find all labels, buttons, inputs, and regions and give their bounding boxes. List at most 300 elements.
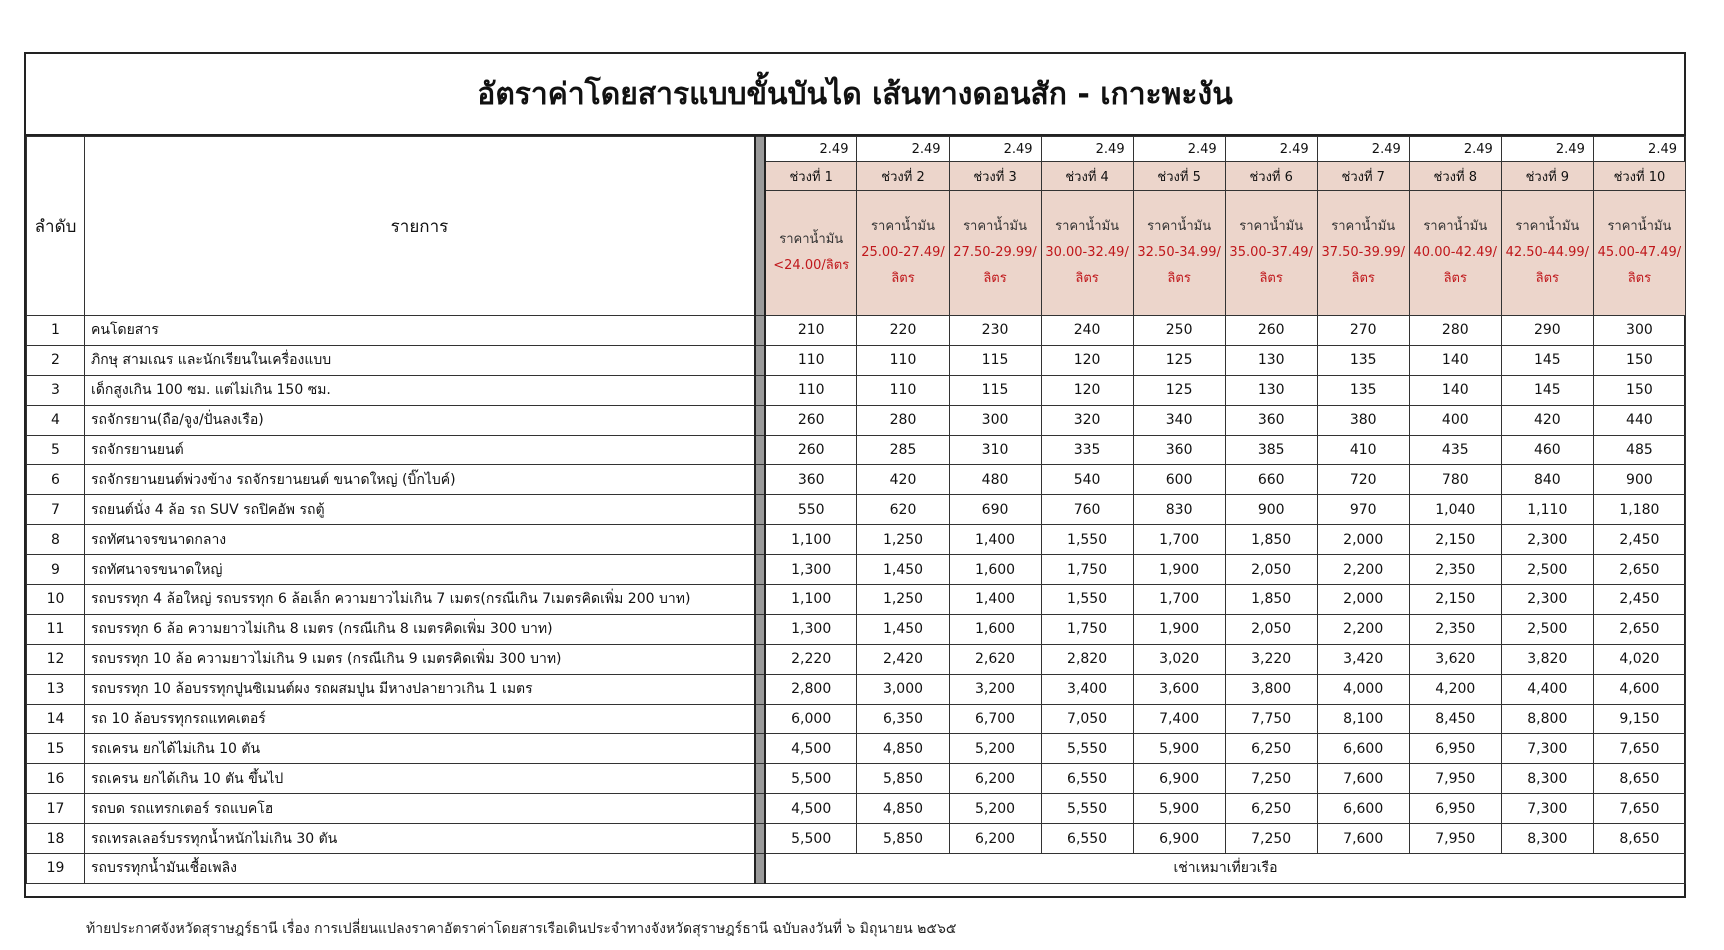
row-number: 16 [27,764,85,794]
column-divider [755,764,765,794]
fare-value: 300 [949,405,1041,435]
rate-value: 2.49 [765,137,857,162]
fuel-price-unit: ลิตร [1627,271,1652,286]
fare-value: 4,000 [1317,674,1409,704]
row-number: 8 [27,525,85,555]
fare-value: 6,950 [1409,734,1501,764]
fare-value: 400 [1409,405,1501,435]
fuel-price-value: 30.00-32.49/ [1045,245,1129,260]
fare-value: 420 [1501,405,1593,435]
fuel-price-value: 25.00-27.49/ [861,245,945,260]
fuel-price-label: ราคาน้ำมัน [1331,219,1396,234]
fare-value: 4,600 [1593,674,1685,704]
fare-value: 900 [1225,495,1317,525]
fuel-price-value: 32.50-34.99/ [1137,245,1221,260]
fare-value: 840 [1501,465,1593,495]
fare-value: 7,950 [1409,824,1501,854]
fare-value: 130 [1225,345,1317,375]
table-row [27,435,1686,465]
fare-value: 7,650 [1593,794,1685,824]
rate-value: 2.49 [1409,137,1501,162]
row-number: 13 [27,674,85,704]
fare-value: 285 [857,435,949,465]
range-name: ช่วงที่ 10 [1593,162,1685,191]
fuel-price-value: 27.50-29.99/ [953,245,1037,260]
header-no: ลำดับ [27,137,85,316]
table-row [27,734,1686,764]
fuel-price-range [949,191,1041,316]
column-divider [755,674,765,704]
fare-value: 830 [1133,495,1225,525]
fare-value: 4,850 [857,734,949,764]
fare-value: 7,400 [1133,704,1225,734]
range-name: ช่วงที่ 2 [857,162,949,191]
fare-value: 7,300 [1501,794,1593,824]
fare-value: 420 [857,465,949,495]
row-item: คนโดยสาร [85,316,755,346]
fare-value: 2,820 [1041,644,1133,674]
fare-value: 1,180 [1593,495,1685,525]
range-name: ช่วงที่ 1 [765,162,857,191]
row-item: รถบรรทุก 10 ล้อ ความยาวไม่เกิน 9 เมตร (กรณีเกิน 9 เมตรคิดเพิ่ม 300 บาท) [85,644,755,674]
fuel-price-unit: ลิตร [891,271,915,286]
fare-value: 4,500 [765,794,857,824]
fare-value: 1,400 [949,585,1041,615]
table-row [27,465,1686,495]
fuel-price-value: 35.00-37.49/ [1229,245,1313,260]
fare-value: 2,350 [1409,555,1501,585]
fuel-price-range [1409,191,1501,316]
fare-value: 1,550 [1041,585,1133,615]
row-item: เด็กสูงเกิน 100 ซม. แต่ไม่เกิน 150 ซม. [85,375,755,405]
fare-value: 3,800 [1225,674,1317,704]
fare-value: 1,250 [857,585,949,615]
table-row [27,614,1686,644]
fare-value: 3,420 [1317,644,1409,674]
rate-value: 2.49 [949,137,1041,162]
fare-value: 280 [857,405,949,435]
fare-value: 1,300 [765,614,857,644]
fare-value: 260 [1225,316,1317,346]
rate-value: 2.49 [1501,137,1593,162]
fuel-price-unit: ลิตร [1443,271,1467,286]
fare-value: 135 [1317,345,1409,375]
fare-value: 290 [1501,316,1593,346]
row-item: รถเครน ยกได้เกิน 10 ตัน ขึ้นไป [85,764,755,794]
fare-value: 5,550 [1041,794,1133,824]
fuel-price-value: 37.50-39.99/ [1321,245,1405,260]
fare-value: 340 [1133,405,1225,435]
fare-value: 125 [1133,375,1225,405]
fare-value: 6,700 [949,704,1041,734]
fare-value: 6,550 [1041,764,1133,794]
row-number: 4 [27,405,85,435]
rate-value: 2.49 [1133,137,1225,162]
rate-value: 2.49 [1225,137,1317,162]
range-name: ช่วงที่ 3 [949,162,1041,191]
column-divider [755,345,765,375]
fare-value: 5,500 [765,824,857,854]
row-item: รถจักรยานยนต์ [85,435,755,465]
fare-value: 3,020 [1133,644,1225,674]
fuel-price-value: 42.50-44.99/ [1505,245,1590,260]
fare-value: 5,900 [1133,734,1225,764]
fare-value: 1,400 [949,525,1041,555]
fare-value: 250 [1133,316,1225,346]
fare-value: 110 [765,375,857,405]
fare-value: 2,650 [1593,555,1685,585]
fare-value: 460 [1501,435,1593,465]
row-item: รถเทรลเลอร์บรรทุกน้ำหนักไม่เกิน 30 ตัน [85,824,755,854]
fare-value: 280 [1409,316,1501,346]
column-divider [755,435,765,465]
fuel-price-unit: ลิตร [1259,271,1283,286]
fuel-price-label: ราคาน้ำมัน [871,219,935,234]
fuel-price-label: ราคาน้ำมัน [1607,219,1672,234]
fare-value: 2,150 [1409,525,1501,555]
fare-value: 900 [1593,465,1685,495]
fare-value: 485 [1593,435,1685,465]
fare-value: 435 [1409,435,1501,465]
fare-value: 620 [857,495,949,525]
fare-value: 115 [949,345,1041,375]
fuel-price-label: ราคาน้ำมัน [1055,219,1120,234]
fare-value: 240 [1041,316,1133,346]
fuel-price-range [1041,191,1133,316]
row-item: รถ 10 ล้อบรรทุกรถแทคเตอร์ [85,704,755,734]
fare-value: 7,250 [1225,764,1317,794]
fuel-price-label: ราคาน้ำมัน [1515,219,1580,234]
fare-value: 360 [765,465,857,495]
fuel-price-range [1225,191,1317,316]
fare-value: 4,400 [1501,674,1593,704]
fare-value: 6,600 [1317,794,1409,824]
fare-value: 1,900 [1133,555,1225,585]
fare-value: 7,250 [1225,824,1317,854]
column-divider [755,644,765,674]
fare-value: 6,250 [1225,794,1317,824]
fuel-price-range [765,191,857,316]
fare-value: 2,800 [765,674,857,704]
fare-value: 540 [1041,465,1133,495]
row-item: รถเครน ยกได้ไม่เกิน 10 ตัน [85,734,755,764]
fare-value: 5,850 [857,824,949,854]
fare-value: 2,000 [1317,585,1409,615]
fare-value: 2,350 [1409,614,1501,644]
column-divider [755,555,765,585]
fare-value: 320 [1041,405,1133,435]
fare-value: 2,300 [1501,585,1593,615]
fare-value: 260 [765,435,857,465]
fare-value: 260 [765,405,857,435]
fare-value: 2,220 [765,644,857,674]
fare-value: 5,900 [1133,794,1225,824]
column-divider [755,704,765,734]
fare-value: 1,750 [1041,614,1133,644]
rate-value: 2.49 [857,137,949,162]
fare-value: 5,850 [857,764,949,794]
fare-value: 150 [1593,345,1685,375]
fuel-price-unit: ลิตร [1351,271,1375,286]
fare-value: 335 [1041,435,1133,465]
fare-value: 385 [1225,435,1317,465]
fuel-price-unit: ลิตร [1535,271,1560,286]
row-item: รถบรรทุก 10 ล้อบรรทุกปูนซิเมนต์ผง รถผสมปูน มีหางปลายาวเกิน 1 เมตร [85,674,755,704]
fare-value: 2,420 [857,644,949,674]
column-divider [755,585,765,615]
fare-value: 440 [1593,405,1685,435]
fare-value: 690 [949,495,1041,525]
table-row [27,854,1686,884]
row-item: รถบรรทุก 6 ล้อ ความยาวไม่เกิน 8 เมตร (กรณีเกิน 8 เมตรคิดเพิ่ม 300 บาท) [85,614,755,644]
row-number: 2 [27,345,85,375]
row-item: รถจักรยานยนต์พ่วงข้าง รถจักรยานยนต์ ขนาดใหญ่ (บิ๊กไบค์) [85,465,755,495]
row-item: รถทัศนาจรขนาดกลาง [85,525,755,555]
fare-value: 1,600 [949,555,1041,585]
table-row [27,375,1686,405]
fare-sheet [24,52,1686,898]
fare-value: 6,250 [1225,734,1317,764]
row-number: 14 [27,704,85,734]
fuel-price-range [1501,191,1593,316]
range-name: ช่วงที่ 8 [1409,162,1501,191]
fuel-price-label: ราคาน้ำมัน [779,232,844,247]
table-row [27,495,1686,525]
table-row [27,585,1686,615]
fare-value: 135 [1317,375,1409,405]
fare-value: 145 [1501,345,1593,375]
fare-value: 110 [857,375,949,405]
rate-value: 2.49 [1041,137,1133,162]
row-item: รถทัศนาจรขนาดใหญ่ [85,555,755,585]
range-name: ช่วงที่ 5 [1133,162,1225,191]
fare-value: 3,820 [1501,644,1593,674]
fare-value: 1,600 [949,614,1041,644]
fare-value: 120 [1041,375,1133,405]
fare-value: 6,900 [1133,764,1225,794]
fare-value: 8,650 [1593,824,1685,854]
table-row [27,316,1686,346]
fare-value: 7,750 [1225,704,1317,734]
fare-value: 2,050 [1225,614,1317,644]
row-number: 18 [27,824,85,854]
fuel-price-unit: ลิตร [1075,271,1099,286]
fare-value: 8,300 [1501,764,1593,794]
column-divider [755,614,765,644]
fare-value: 4,850 [857,794,949,824]
table-row [27,794,1686,824]
fuel-price-range [1133,191,1225,316]
row-item: รถบด รถแทรกเตอร์ รถแบคโฮ [85,794,755,824]
fuel-price-label: ราคาน้ำมัน [963,219,1027,234]
fare-value: 720 [1317,465,1409,495]
fare-value: 3,000 [857,674,949,704]
fare-value: 2,620 [949,644,1041,674]
fare-value: 2,200 [1317,614,1409,644]
fare-value: 1,850 [1225,585,1317,615]
fare-value: 140 [1409,345,1501,375]
fuel-price-label: ราคาน้ำมัน [1239,219,1304,234]
fare-value: 970 [1317,495,1409,525]
rate-value: 2.49 [1593,137,1685,162]
row-number: 6 [27,465,85,495]
row-number: 11 [27,614,85,644]
row-item: รถบรรทุกน้ำมันเชื้อเพลิง [85,854,755,884]
fare-value: 4,500 [765,734,857,764]
column-divider [755,465,765,495]
fare-value: 8,450 [1409,704,1501,734]
fare-value: 110 [857,345,949,375]
fare-value: 6,950 [1409,794,1501,824]
fare-value: 3,600 [1133,674,1225,704]
fare-value: 1,700 [1133,585,1225,615]
fare-value: 780 [1409,465,1501,495]
fare-value: 760 [1041,495,1133,525]
fare-value: 7,600 [1317,764,1409,794]
fare-value: 1,750 [1041,555,1133,585]
fare-value: 6,550 [1041,824,1133,854]
range-name: ช่วงที่ 9 [1501,162,1593,191]
row-number: 3 [27,375,85,405]
table-row [27,555,1686,585]
fare-value: 2,000 [1317,525,1409,555]
rate-value: 2.49 [1317,137,1409,162]
column-divider [755,495,765,525]
fare-value: 4,200 [1409,674,1501,704]
fare-value: 2,450 [1593,525,1685,555]
fare-value: 110 [765,345,857,375]
row-number: 12 [27,644,85,674]
page-title: อัตราค่าโดยสารแบบขั้นบันได เส้นทางดอนสัก - เกาะพะงัน [26,54,1684,136]
fare-value: 1,250 [857,525,949,555]
fare-value: 310 [949,435,1041,465]
fare-value: 1,110 [1501,495,1593,525]
fare-value: 6,600 [1317,734,1409,764]
column-divider [755,316,765,346]
fare-value: 6,000 [765,704,857,734]
row-number: 19 [27,854,85,884]
fare-value: 6,200 [949,824,1041,854]
table-row [27,674,1686,704]
fare-value: 9,150 [1593,704,1685,734]
fare-value: 6,200 [949,764,1041,794]
fare-value: 2,200 [1317,555,1409,585]
fare-value: 1,850 [1225,525,1317,555]
fare-value: 270 [1317,316,1409,346]
fare-value: 7,300 [1501,734,1593,764]
fuel-price-label: ราคาน้ำมัน [1423,219,1488,234]
row-number: 5 [27,435,85,465]
fare-value: 3,620 [1409,644,1501,674]
row-item: รถจักรยาน(ถือ/จูง/ปั่นลงเรือ) [85,405,755,435]
fare-value: 550 [765,495,857,525]
row-number: 15 [27,734,85,764]
table-row [27,824,1686,854]
fuel-price-value: 40.00-42.49/ [1413,245,1498,260]
table-row [27,704,1686,734]
row-number: 17 [27,794,85,824]
table-row [27,405,1686,435]
fare-value: 230 [949,316,1041,346]
fare-value: 8,800 [1501,704,1593,734]
fuel-price-value: 45.00-47.49/ [1597,245,1682,260]
fare-value: 5,550 [1041,734,1133,764]
fare-value: 2,650 [1593,614,1685,644]
fare-value: 140 [1409,375,1501,405]
column-divider [755,794,765,824]
fare-value: 2,500 [1501,555,1593,585]
fare-value: 8,300 [1501,824,1593,854]
fare-value: 2,300 [1501,525,1593,555]
fare-value: 1,040 [1409,495,1501,525]
fare-value: 6,350 [857,704,949,734]
row-number: 10 [27,585,85,615]
fare-value: 300 [1593,316,1685,346]
range-name: ช่วงที่ 6 [1225,162,1317,191]
fare-value: 5,200 [949,734,1041,764]
fare-value: 125 [1133,345,1225,375]
fare-value: 4,020 [1593,644,1685,674]
row-item: ภิกษุ สามเณร และนักเรียนในเครื่องแบบ [85,345,755,375]
column-divider [755,137,765,316]
table-row [27,525,1686,555]
footer-note: ท้ายประกาศจังหวัดสุราษฎร์ธานี เรื่อง การเปลี่ยนแปลงราคาอัตราค่าโดยสารเรือเดินประจำทางจังหวัดสุราษฎร์ธานี ฉบับลงวันที่ ๖ มิถุนายน ๒๕๖๕ [86,921,957,937]
fare-table [26,136,1686,884]
row-number: 1 [27,316,85,346]
column-divider [755,405,765,435]
fare-value: 210 [765,316,857,346]
fare-value: 360 [1133,435,1225,465]
row-number: 9 [27,555,85,585]
fare-value: 130 [1225,375,1317,405]
fare-value: 220 [857,316,949,346]
fare-value: 480 [949,465,1041,495]
column-divider [755,824,765,854]
row-item: รถบรรทุก 4 ล้อใหญ่ รถบรรทุก 6 ล้อเล็ก ความยาวไม่เกิน 7 เมตร(กรณีเกิน 7เมตรคิดเพิ่ม 200 บาท) [85,585,755,615]
fare-value: 8,650 [1593,764,1685,794]
fare-value: 1,450 [857,555,949,585]
fare-value: 360 [1225,405,1317,435]
header-item: รายการ [85,137,755,316]
fare-value: 1,900 [1133,614,1225,644]
fare-value: 3,200 [949,674,1041,704]
fare-value: 115 [949,375,1041,405]
fare-value: 8,100 [1317,704,1409,734]
row-number: 7 [27,495,85,525]
fare-value: 6,900 [1133,824,1225,854]
fare-value: 7,050 [1041,704,1133,734]
fare-value: 2,050 [1225,555,1317,585]
fare-value: 660 [1225,465,1317,495]
fare-value: 1,550 [1041,525,1133,555]
fare-value: 1,100 [765,525,857,555]
column-divider [755,854,765,884]
fare-value: 1,700 [1133,525,1225,555]
fuel-price-range [1593,191,1685,316]
fare-value: 7,600 [1317,824,1409,854]
fuel-price-range [1317,191,1409,316]
fuel-price-label: ราคาน้ำมัน [1147,219,1212,234]
table-row [27,644,1686,674]
fare-value: 120 [1041,345,1133,375]
column-divider [755,525,765,555]
table-row [27,764,1686,794]
column-divider [755,375,765,405]
fare-value: 600 [1133,465,1225,495]
fare-value: 410 [1317,435,1409,465]
fare-value: 3,220 [1225,644,1317,674]
range-name: ช่วงที่ 4 [1041,162,1133,191]
